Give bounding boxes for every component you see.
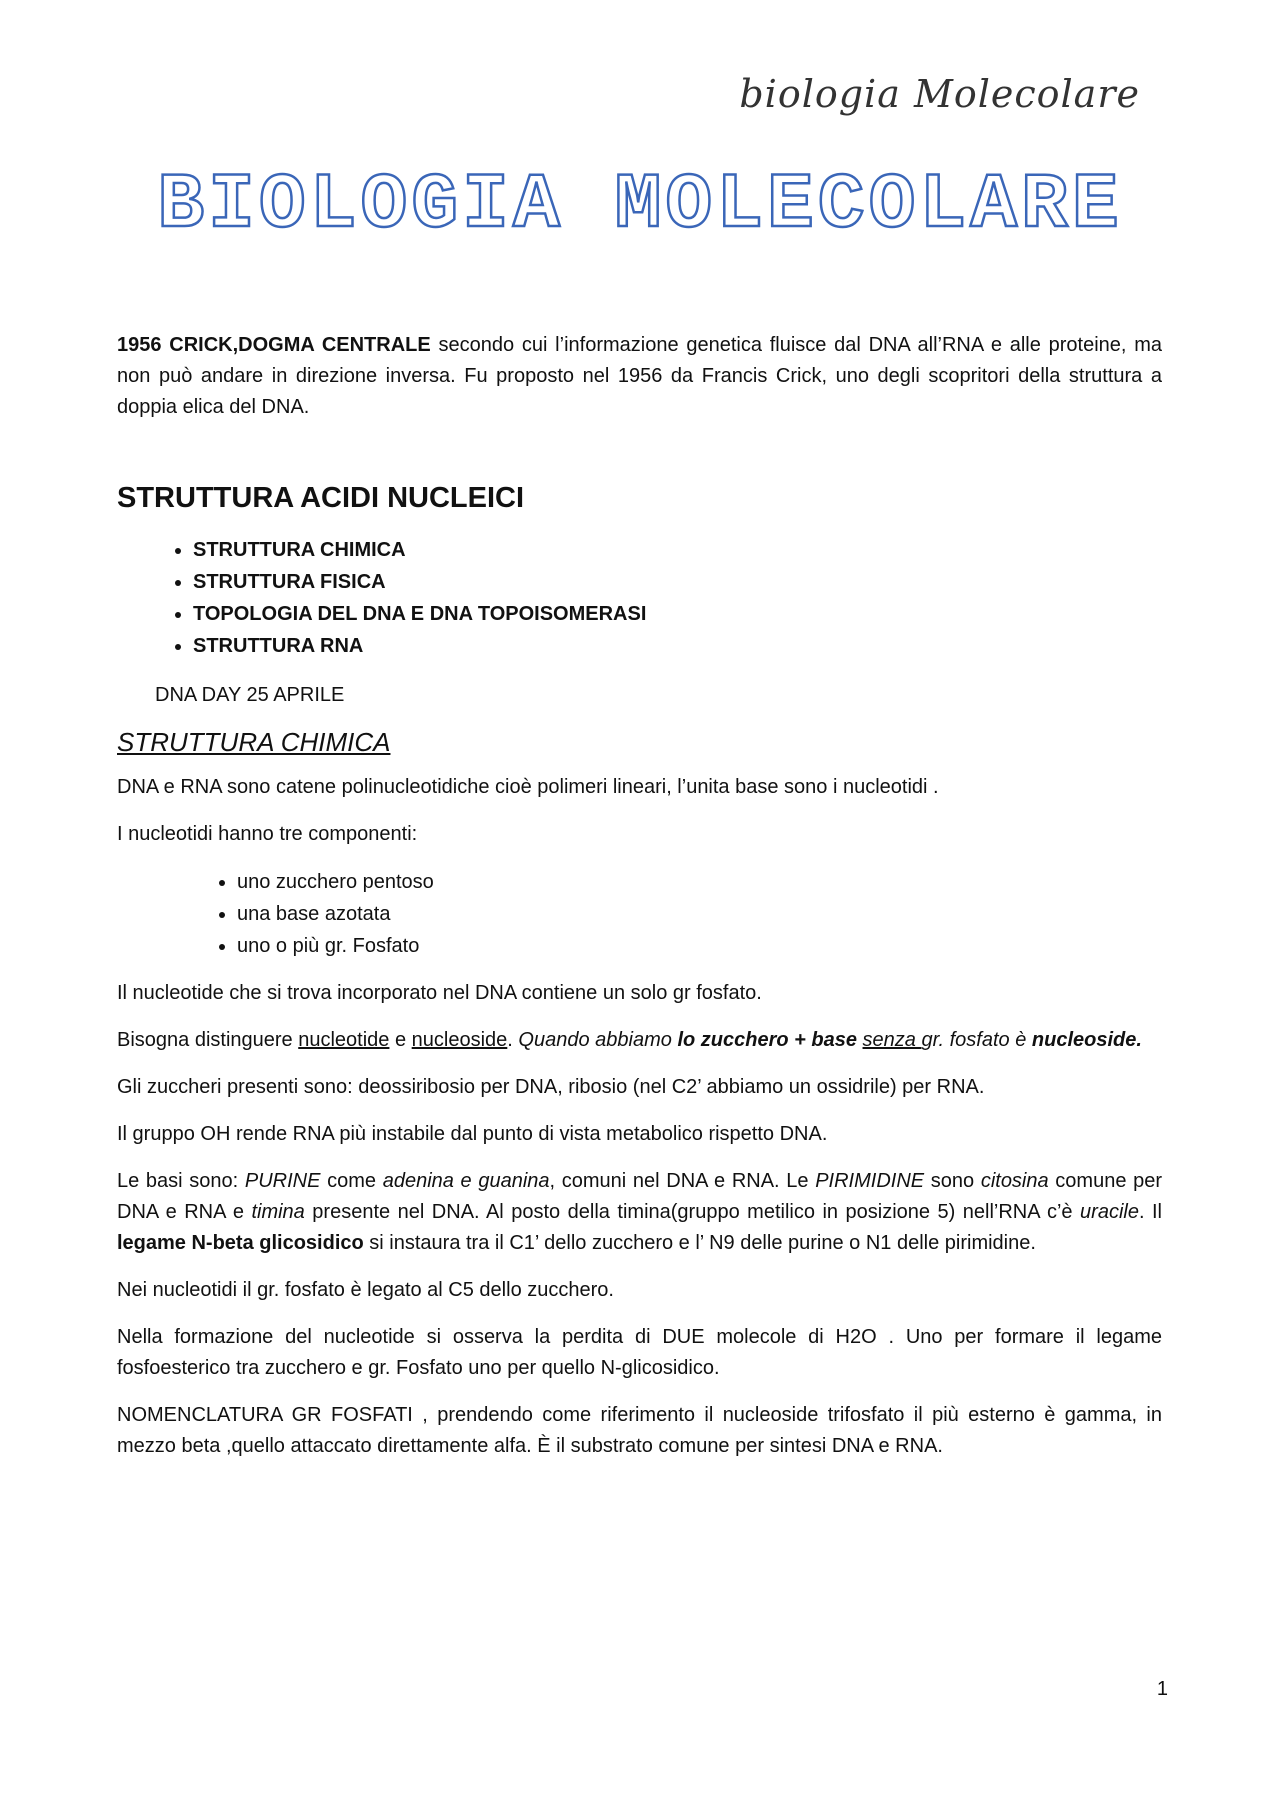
intro-lead: 1956 CRICK,DOGMA CENTRALE xyxy=(117,334,431,356)
text-run: lo zucchero + base xyxy=(677,1029,857,1051)
text-run: uracile xyxy=(1080,1201,1139,1223)
paragraph: Nella formazione del nucleotide si osserva la perdita di DUE molecole di H2O . Uno per formare il legame fosfoesterico tra zucchero e gr. Fosfato uno per quello N-glicosidico. xyxy=(117,1326,1162,1379)
list-item: • uno o più gr. Fosfato xyxy=(237,930,1162,962)
paragraph: Il gruppo OH rende RNA più instabile dal punto di vista metabolico rispetto DNA. xyxy=(117,1123,828,1145)
components-list xyxy=(117,866,1162,962)
list-item: • una base azotata xyxy=(237,898,1162,930)
text-run: senza xyxy=(862,1029,922,1051)
text-run: citosina xyxy=(980,1170,1049,1192)
text-run: , comuni nel DNA e RNA. Le xyxy=(549,1170,816,1192)
text-run: nucleoside. xyxy=(1031,1029,1142,1051)
text-run: Bisogna distinguere xyxy=(117,1029,299,1051)
intro-paragraph xyxy=(117,330,1162,423)
paragraph: Gli zuccheri presenti sono: deossiribosio per DNA, ribosio (nel C2’ abbiamo un ossidrile) per RNA. xyxy=(117,1076,985,1098)
topics-list xyxy=(117,534,1162,662)
paragraph: Nei nucleotidi il gr. fosfato è legato al C5 dello zucchero. xyxy=(117,1279,614,1301)
text-run: nucleoside xyxy=(411,1029,508,1051)
paragraph: DNA e RNA sono catene polinucleotidiche cioè polimeri lineari, l’unita base sono i nucleotidi . xyxy=(117,776,939,798)
paragraph: NOMENCLATURA GR FOSFATI , prendendo come riferimento il nucleoside trifosfato il più esterno è gamma, in mezzo beta ,quello attaccato direttamente alfa. È il substrato comune per sintesi DNA e RNA. xyxy=(117,1404,1162,1457)
text-run: PURINE xyxy=(244,1170,321,1192)
paragraph: I nucleotidi hanno tre componenti: xyxy=(117,823,418,845)
text-run: . Il xyxy=(1138,1201,1162,1223)
list-item: • TOPOLOGIA DEL DNA E DNA TOPOISOMERASI xyxy=(193,598,1162,630)
list-item: • STRUTTURA FISICA xyxy=(193,566,1162,598)
paragraph-nucleoside xyxy=(117,1025,1162,1056)
text-run: come xyxy=(320,1170,383,1192)
text-run: nucleotide xyxy=(298,1029,390,1051)
text-run: gr. fosfato è xyxy=(921,1029,1032,1051)
section-heading: STRUTTURA ACIDI NUCLEICI xyxy=(117,482,525,514)
intro-text: secondo cui l’informazione genetica fluisce dal DNA all’RNA e alle proteine, ma non può andare in direzione inversa. Fu proposto nel 1956 da Francis Crick, uno degli scopritori della struttura a doppia elica del DNA. xyxy=(117,334,1162,418)
dna-day-note: DNA DAY 25 APRILE xyxy=(155,684,345,706)
text-run: legame N-beta glicosidico xyxy=(117,1232,364,1254)
page-title: BIOLOGIA MOLECOLARE xyxy=(157,162,1123,250)
list-item: • STRUTTURA CHIMICA xyxy=(193,534,1162,566)
handwritten-logo: biologia Molecolare xyxy=(739,72,1140,116)
paragraph-bases xyxy=(117,1166,1162,1259)
page-number: 1 xyxy=(1156,1678,1168,1700)
text-run: Le basi sono: xyxy=(117,1170,245,1192)
text-run: sono xyxy=(924,1170,981,1192)
list-item: • uno zucchero pentoso xyxy=(237,866,1162,898)
text-run: adenina e guanina xyxy=(382,1170,550,1192)
list-item: • STRUTTURA RNA xyxy=(193,630,1162,662)
text-run: PIRIMIDINE xyxy=(815,1170,925,1192)
text-run: . xyxy=(507,1029,519,1051)
text-run: timina xyxy=(251,1201,305,1223)
paragraph: Il nucleotide che si trova incorporato nel DNA contiene un solo gr fosfato. xyxy=(117,982,762,1004)
text-run: Quando abbiamo xyxy=(518,1029,678,1051)
text-run: si instaura tra il C1’ dello zucchero e l’ N9 delle purine o N1 delle pirimidine. xyxy=(363,1232,1036,1254)
subsection-heading: STRUTTURA CHIMICA xyxy=(117,727,391,757)
document-body xyxy=(117,330,1162,1478)
text-run: e xyxy=(389,1029,412,1051)
text-run: comune per DNA e RNA e xyxy=(117,1170,1163,1223)
text-run: presente nel DNA. Al posto della timina(gruppo metilico in posizione 5) nell’RNA c’è xyxy=(304,1201,1081,1223)
